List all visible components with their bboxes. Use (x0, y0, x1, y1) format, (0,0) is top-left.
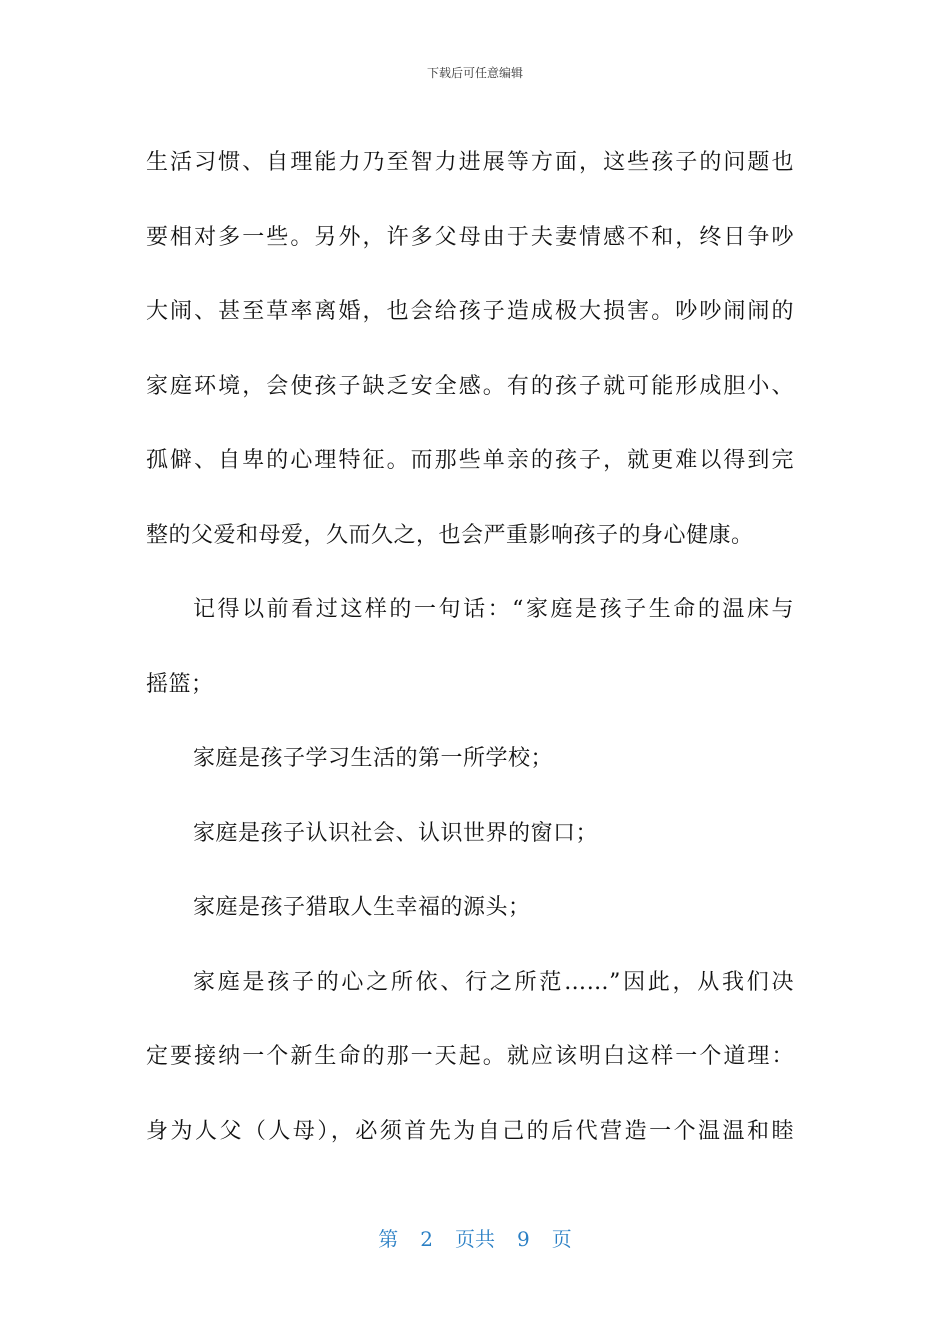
paragraph-line: 家庭是孩子的心之所依、行之所范……”因此，从我们决 (193, 969, 794, 995)
paragraph-line: 家庭是孩子学习生活的第一所学校； (193, 746, 554, 771)
footer-page-number: 2 (420, 1227, 433, 1251)
paragraph-line: 记得以前看过这样的一句话：“家庭是孩子生命的温床与 (193, 597, 794, 622)
paragraph-line: 家庭环境，会使孩子缺乏安全感。有的孩子就可能形成胆小、 (146, 373, 794, 399)
footer-suffix: 页 (551, 1227, 572, 1251)
paragraph-line: 生活习惯、自理能力乃至智力进展等方面，这些孩子的问题也 (146, 150, 794, 175)
paragraph-line: 家庭是孩子猎取人生幸福的源头； (193, 895, 531, 920)
page-header: 下载后可任意编辑 (426, 66, 523, 80)
paragraph-line: 家庭是孩子认识社会、认识世界的窗口； (193, 820, 599, 846)
paragraph-line: 整的父爱和母爱，久而久之，也会严重影响孩子的身心健康。 (146, 522, 754, 548)
document-body (146, 126, 794, 1169)
footer-middle: 页共 (455, 1227, 495, 1251)
paragraph-line: 身为人父（人母），必须首先为自己的后代营造一个温温和睦 (146, 1118, 794, 1144)
paragraph-line: 要相对多一些。另外，许多父母由于夫妻情感不和，终日争吵 (146, 224, 794, 250)
paragraph-line: 孤僻、自卑的心理特征。而那些单亲的孩子，就更难以得到完 (146, 448, 794, 473)
paragraph-line: 大闹、甚至草率离婚，也会给孩子造成极大损害。吵吵闹闹的 (146, 299, 794, 324)
page-footer (0, 1226, 950, 1252)
paragraph-line: 摇篮； (146, 671, 214, 697)
footer-total-pages: 9 (517, 1227, 530, 1251)
footer-prefix: 第 (378, 1227, 399, 1251)
paragraph-line: 定要接纳一个新生命的那一天起。就应该明白这样一个道理： (146, 1044, 794, 1069)
